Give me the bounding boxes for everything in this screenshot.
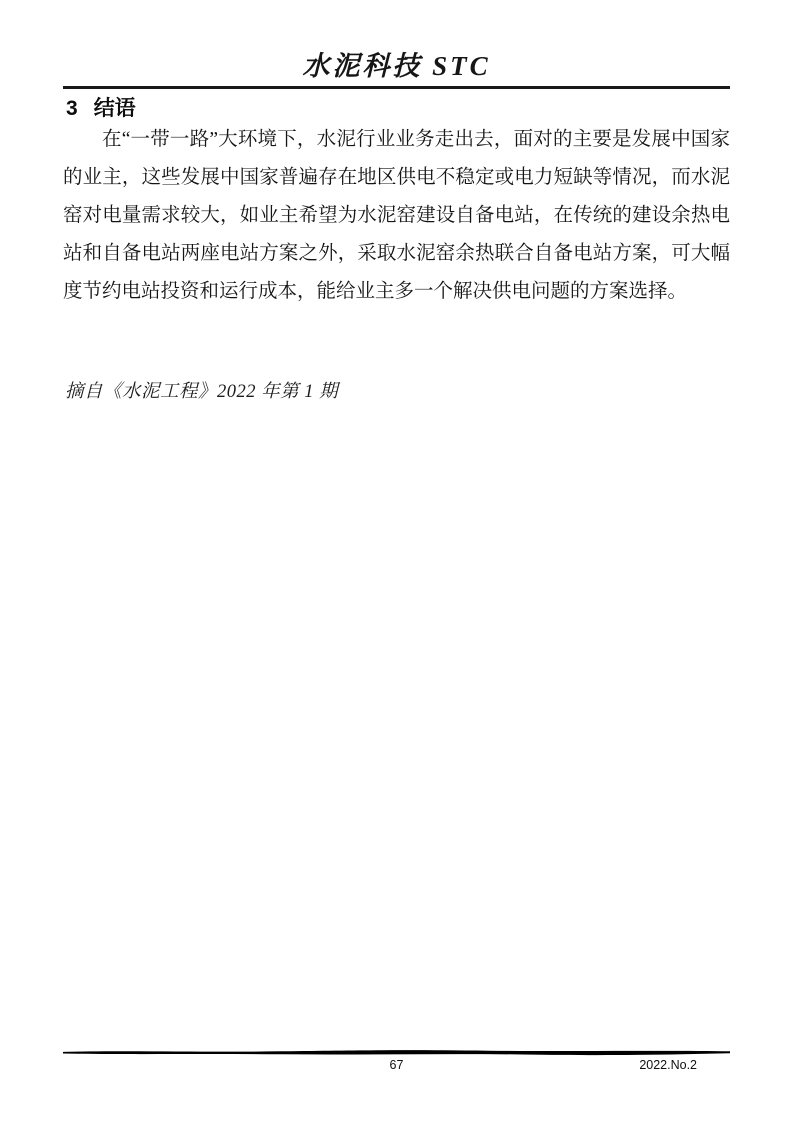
section-heading: [66, 92, 136, 122]
page-number: 67: [389, 1058, 404, 1072]
footer-rule: [63, 1048, 730, 1057]
journal-title: 水泥科技 STC: [302, 51, 491, 81]
section-title: 结语: [93, 97, 136, 120]
section-number: 3: [66, 97, 78, 120]
issue-label: 2022.No.2: [639, 1058, 697, 1072]
header-rule: [63, 86, 730, 89]
source-citation: 摘自《水泥工程》2022 年第 1 期: [65, 382, 339, 402]
body-paragraph: 在“一带一路”大环境下，水泥行业业务走出去，面对的主要是发展中国家的业主，这些发展中国家普遍存在地区供电不稳定或电力短缺等情况，而水泥窑对电量需求较大，如业主希望为水泥窑建设自备电站，在传统的建设余热电站和自备电站两座电站方案之外，采取水泥窑余热联合自备电站方案，可大幅度节约电站投资和运行成本，能给业主多一个解决供电问题的方案选择。: [63, 129, 730, 302]
footer: [63, 1058, 730, 1075]
